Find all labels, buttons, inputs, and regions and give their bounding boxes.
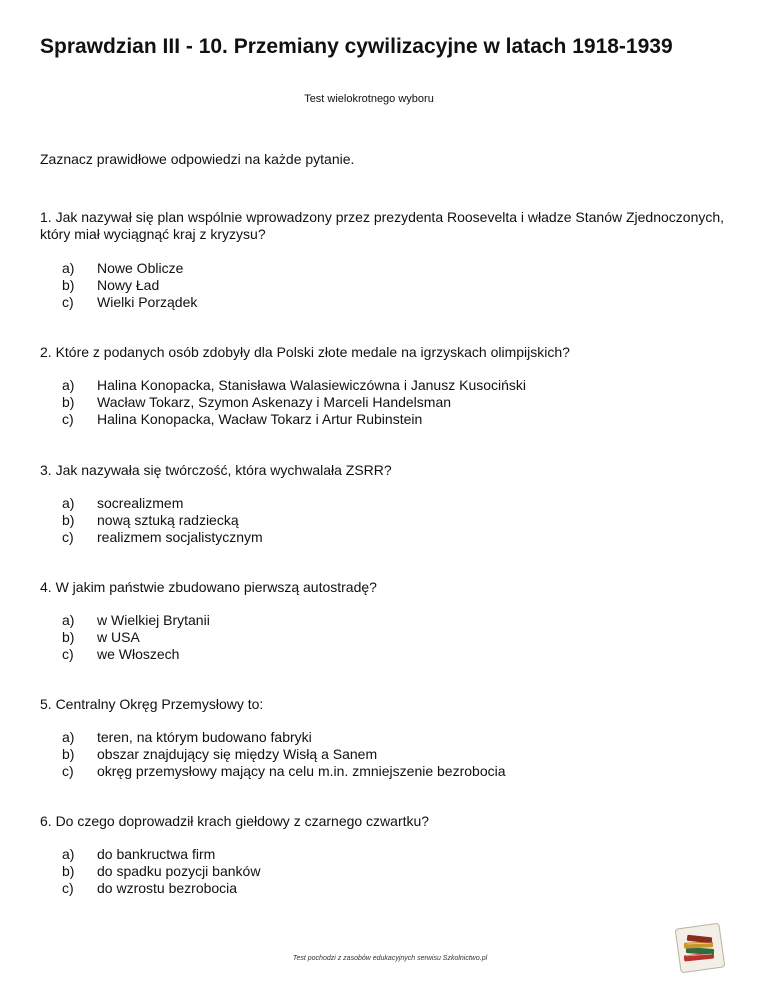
question-4 (40, 579, 730, 662)
option-text: teren, na którym budowano fabryki (97, 729, 312, 745)
instruction-text: Zaznacz prawidłowe odpowiedzi na każde pytanie. (40, 151, 355, 167)
option-letter: b) (62, 746, 75, 762)
option-1a[interactable] (62, 260, 197, 277)
footer-source-note: Test pochodzi z zasobów edukacyjnych serwisu Szkolnictwo.pl (292, 955, 488, 962)
option-text: Wacław Tokarz, Szymon Askenazy i Marceli Handelsman (97, 394, 452, 410)
option-letter: b) (62, 863, 75, 879)
option-letter: c) (62, 763, 74, 779)
option-text: Nowe Oblicze (97, 260, 184, 276)
option-6c[interactable] (62, 880, 260, 897)
page-title: Sprawdzian III - 10. Przemiany cywilizacyjne w latach 1918-1939 (40, 35, 673, 58)
option-text: Halina Konopacka, Stanisława Walasiewiczówna i Janusz Kusociński (97, 377, 527, 393)
page-subtitle: Test wielokrotnego wyboru (304, 93, 434, 105)
option-4c[interactable] (62, 646, 210, 663)
option-2b[interactable] (62, 394, 526, 411)
option-6a[interactable] (62, 846, 260, 863)
option-3c[interactable] (62, 529, 263, 546)
question-1-text: 1. Jak nazywał się plan wspólnie wprowadzony przez prezydenta Roosevelta i władze Stanów Zjednoczonych, który miał wyciągnąć kraj z kryzysu? (40, 209, 725, 242)
question-2 (40, 344, 730, 427)
option-text: Wielki Porządek (97, 294, 198, 310)
option-text: we Włoszech (97, 646, 180, 662)
option-text: do wzrostu bezrobocia (97, 880, 238, 896)
option-6b[interactable] (62, 863, 260, 880)
question-4-text: 4. W jakim państwie zbudowano pierwszą autostradę? (40, 579, 377, 595)
option-4b[interactable] (62, 629, 210, 646)
option-5c[interactable] (62, 763, 506, 780)
option-letter: a) (62, 260, 75, 276)
option-text: obszar znajdujący się między Wisłą a Sanem (97, 746, 378, 762)
question-1 (40, 209, 730, 310)
question-3 (40, 462, 730, 545)
option-letter: a) (62, 377, 75, 393)
option-letter: c) (62, 646, 74, 662)
question-3-options (62, 495, 263, 546)
option-2a[interactable] (62, 377, 526, 394)
question-6-text: 6. Do czego doprowadził krach giełdowy z czarnego czwartku? (40, 813, 430, 829)
option-letter: b) (62, 277, 75, 293)
option-text: socrealizmem (97, 495, 184, 511)
option-letter: c) (62, 411, 74, 427)
question-2-options (62, 377, 526, 428)
option-text: nową sztuką radziecką (97, 512, 239, 528)
question-6 (40, 813, 730, 896)
option-3b[interactable] (62, 512, 263, 529)
option-letter: c) (62, 880, 74, 896)
option-text: do bankructwa firm (97, 846, 216, 862)
option-letter: b) (62, 394, 75, 410)
option-4a[interactable] (62, 612, 210, 629)
option-letter: a) (62, 612, 75, 628)
question-5-text: 5. Centralny Okręg Przemysłowy to: (40, 696, 264, 712)
books-icon (672, 920, 728, 976)
option-3a[interactable] (62, 495, 263, 512)
option-5b[interactable] (62, 746, 506, 763)
question-4-options (62, 612, 210, 663)
question-6-options (62, 846, 260, 897)
option-letter: b) (62, 629, 75, 645)
option-letter: c) (62, 529, 74, 545)
question-5 (40, 696, 730, 779)
option-1c[interactable] (62, 294, 197, 311)
option-5a[interactable] (62, 729, 506, 746)
option-text: do spadku pozycji banków (97, 863, 261, 879)
option-letter: a) (62, 495, 75, 511)
question-5-options (62, 729, 506, 780)
option-letter: a) (62, 729, 75, 745)
option-2c[interactable] (62, 411, 526, 428)
option-letter: c) (62, 294, 74, 310)
option-text: Halina Konopacka, Wacław Tokarz i Artur Rubinstein (97, 411, 423, 427)
option-text: Nowy Ład (97, 277, 160, 293)
option-text: w USA (97, 629, 140, 645)
option-text: realizmem socjalistycznym (97, 529, 263, 545)
option-text: w Wielkiej Brytanii (97, 612, 210, 628)
option-1b[interactable] (62, 277, 197, 294)
question-2-text: 2. Które z podanych osób zdobyły dla Polski złote medale na igrzyskach olimpijskich? (40, 344, 570, 360)
question-1-options (62, 260, 197, 311)
option-text: okręg przemysłowy mający na celu m.in. zmniejszenie bezrobocia (97, 763, 506, 779)
option-letter: a) (62, 846, 75, 862)
option-letter: b) (62, 512, 75, 528)
question-3-text: 3. Jak nazywała się twórczość, która wychwalała ZSRR? (40, 462, 392, 478)
